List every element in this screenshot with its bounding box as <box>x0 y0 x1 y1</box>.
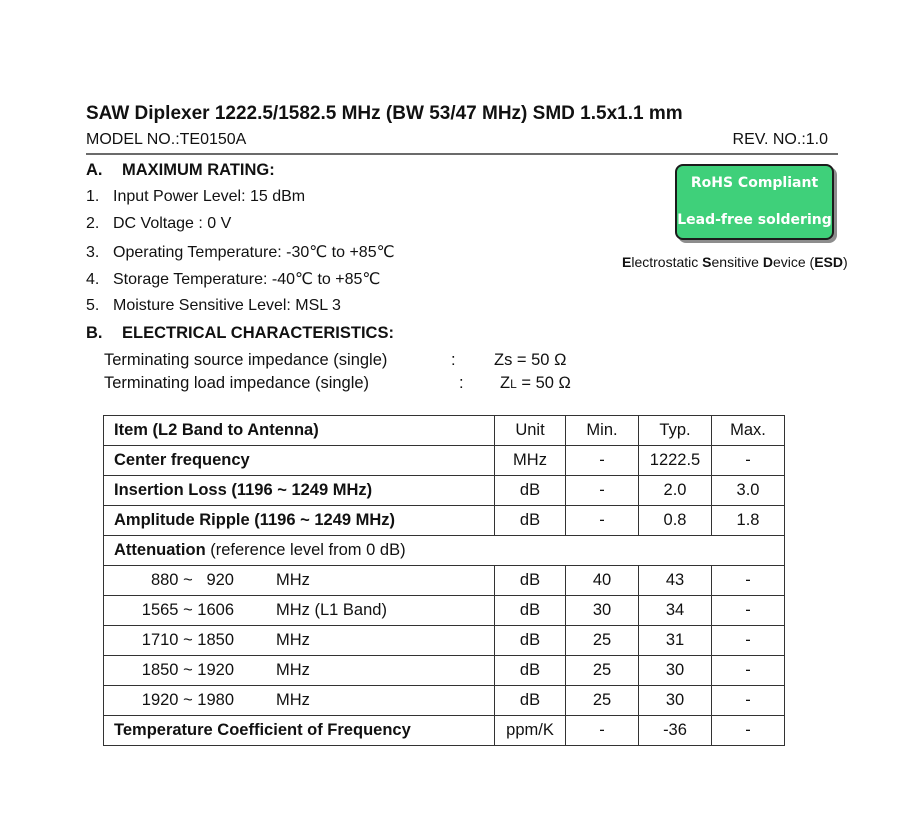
attenuation-band-unit: MHz (L1 Band) <box>276 601 387 619</box>
esd-word: lectrostatic <box>631 254 703 270</box>
rating-item-number: 5. <box>86 297 100 314</box>
attenuation-label <box>104 536 785 566</box>
attenuation-unit: dB <box>495 626 566 656</box>
attenuation-row <box>104 566 785 596</box>
attenuation-band-unit: MHz <box>276 691 310 709</box>
esd-word: evice ( <box>772 254 815 270</box>
attenuation-range: 1565 ~ 1606 <box>141 601 234 619</box>
header-item: Item (L2 Band to Antenna) <box>104 416 495 446</box>
attenuation-min: 25 <box>566 656 639 686</box>
esd-letter: D <box>762 254 773 270</box>
param-min: - <box>566 716 639 746</box>
attenuation-band-unit: MHz <box>276 571 310 589</box>
rating-item-text: Moisture Sensitive Level: MSL 3 <box>113 297 341 314</box>
param-typ: 1222.5 <box>639 446 712 476</box>
param-min: - <box>566 476 639 506</box>
header-min: Min. <box>566 416 639 446</box>
param-name: Insertion Loss (1196 ~ 1249 MHz) <box>104 476 495 506</box>
attenuation-unit: dB <box>495 686 566 716</box>
param-typ: -36 <box>639 716 712 746</box>
attenuation-row <box>104 596 785 626</box>
param-typ: 0.8 <box>639 506 712 536</box>
attenuation-min: 25 <box>566 626 639 656</box>
rating-item-number: 2. <box>86 215 100 232</box>
attenuation-unit: dB <box>495 566 566 596</box>
rating-item-text: DC Voltage : 0 V <box>113 215 232 232</box>
esd-letter: S <box>702 254 712 270</box>
param-name: Temperature Coefficient of Frequency <box>104 716 495 746</box>
attenuation-typ: 43 <box>639 566 712 596</box>
header-typ: Typ. <box>639 416 712 446</box>
model-number: MODEL NO.:TE0150A <box>86 131 247 148</box>
load-impedance-value <box>500 374 571 393</box>
attenuation-max: - <box>712 626 785 656</box>
attenuation-min: 30 <box>566 596 639 626</box>
rating-item-number: 1. <box>86 188 100 205</box>
rating-item <box>86 242 395 262</box>
esd-letter: E <box>622 254 632 270</box>
attenuation-band <box>104 686 495 716</box>
param-min: - <box>566 446 639 476</box>
param-name: Amplitude Ripple (1196 ~ 1249 MHz) <box>104 506 495 536</box>
esd-notice <box>622 254 848 270</box>
attenuation-max: - <box>712 566 785 596</box>
rating-item <box>86 188 305 206</box>
attenuation-row <box>104 626 785 656</box>
section-a-title: MAXIMUM RATING: <box>122 161 275 179</box>
rating-item-number: 4. <box>86 271 100 288</box>
load-impedance-label: Terminating load impedance (single) <box>104 374 370 392</box>
attenuation-band <box>104 566 495 596</box>
table-header-row <box>104 416 785 446</box>
attenuation-note: (reference level from 0 dB) <box>205 541 406 559</box>
revision-number: REV. NO.:1.0 <box>732 131 828 148</box>
attenuation-unit: dB <box>495 656 566 686</box>
attenuation-min: 25 <box>566 686 639 716</box>
attenuation-range: 1710 ~ 1850 <box>141 631 234 649</box>
attenuation-title: Attenuation <box>114 541 206 559</box>
param-unit: ppm/K <box>495 716 566 746</box>
param-unit: dB <box>495 476 566 506</box>
param-unit: dB <box>495 506 566 536</box>
attenuation-row <box>104 686 785 716</box>
section-a-number: A. <box>86 161 103 179</box>
rating-item-number: 3. <box>86 244 100 261</box>
rating-item <box>86 297 341 315</box>
param-max: 3.0 <box>712 476 785 506</box>
load-impedance-colon: : <box>459 374 464 392</box>
load-impedance-number: = 50 Ω <box>516 374 571 392</box>
param-name: Center frequency <box>104 446 495 476</box>
attenuation-typ: 30 <box>639 686 712 716</box>
rating-item-text: Storage Temperature: -40℃ to +85℃ <box>113 271 381 288</box>
header-max: Max. <box>712 416 785 446</box>
rating-item <box>86 269 380 289</box>
param-max: 1.8 <box>712 506 785 536</box>
esd-abbreviation: ESD <box>814 254 844 270</box>
source-impedance-label: Terminating source impedance (single) <box>104 351 388 369</box>
attenuation-band <box>104 626 495 656</box>
section-b-number: B. <box>86 324 103 342</box>
rohs-compliant-label: RoHS Compliant <box>690 175 819 191</box>
attenuation-band <box>104 596 495 626</box>
load-impedance-subscript: L <box>510 377 517 391</box>
attenuation-row <box>104 656 785 686</box>
param-max: - <box>712 716 785 746</box>
esd-word: ensitive <box>711 254 763 270</box>
attenuation-max: - <box>712 596 785 626</box>
table-row <box>104 716 785 746</box>
attenuation-band-unit: MHz <box>276 631 310 649</box>
attenuation-max: - <box>712 656 785 686</box>
param-unit: MHz <box>495 446 566 476</box>
rohs-badge <box>675 164 834 240</box>
attenuation-unit: dB <box>495 596 566 626</box>
header-unit: Unit <box>495 416 566 446</box>
attenuation-typ: 31 <box>639 626 712 656</box>
source-impedance-colon: : <box>451 351 456 369</box>
esd-word: ) <box>843 254 848 270</box>
document-title: SAW Diplexer 1222.5/1582.5 MHz (BW 53/47 MHz) SMD 1.5x1.1 mm <box>86 103 683 124</box>
attenuation-header-row <box>104 536 785 566</box>
rating-item-text: Input Power Level: 15 dBm <box>113 188 306 205</box>
attenuation-typ: 30 <box>639 656 712 686</box>
attenuation-band <box>104 656 495 686</box>
attenuation-range: 1850 ~ 1920 <box>141 661 234 679</box>
param-min: - <box>566 506 639 536</box>
rating-item <box>86 215 231 233</box>
attenuation-min: 40 <box>566 566 639 596</box>
attenuation-band-unit: MHz <box>276 661 310 679</box>
spec-table <box>103 415 785 746</box>
attenuation-max: - <box>712 686 785 716</box>
section-a-heading <box>86 161 275 180</box>
rating-item-text: Operating Temperature: -30℃ to +85℃ <box>113 244 395 261</box>
header-divider <box>86 153 838 155</box>
section-b-heading <box>86 324 394 343</box>
attenuation-typ: 34 <box>639 596 712 626</box>
attenuation-range: 880 ~ 920 <box>150 571 234 589</box>
lead-free-label: Lead-free soldering <box>677 212 832 228</box>
param-typ: 2.0 <box>639 476 712 506</box>
param-max: - <box>712 446 785 476</box>
table-row <box>104 476 785 506</box>
table-row <box>104 506 785 536</box>
attenuation-range: 1920 ~ 1980 <box>141 691 234 709</box>
source-impedance-value: Zs = 50 Ω <box>494 351 567 369</box>
load-impedance-symbol: Z <box>500 374 511 392</box>
section-b-title: ELECTRICAL CHARACTERISTICS: <box>122 324 394 342</box>
table-row <box>104 446 785 476</box>
